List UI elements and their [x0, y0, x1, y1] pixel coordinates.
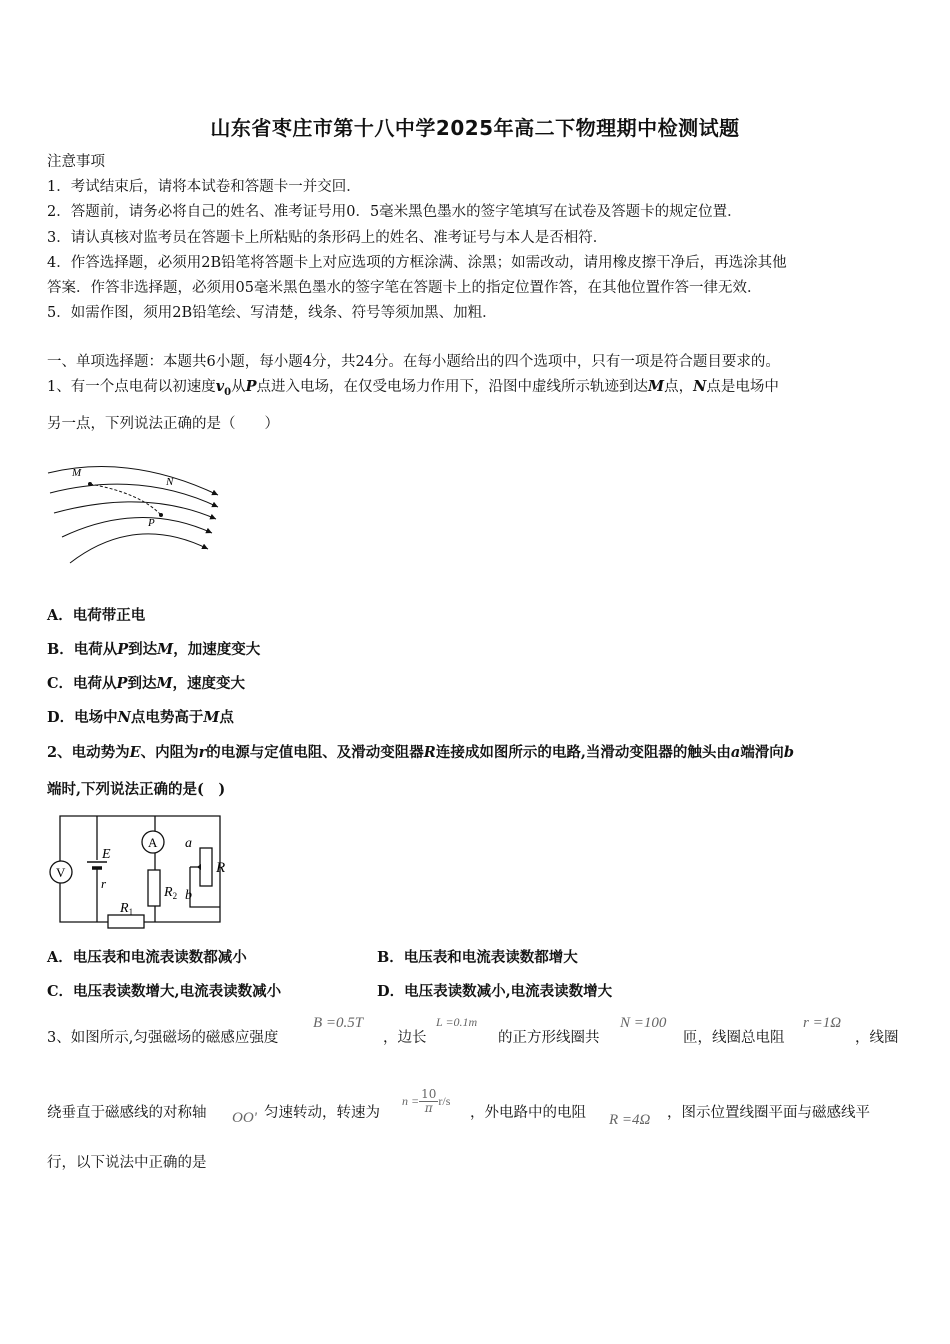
- q3-axis: OO': [232, 1110, 257, 1126]
- notice-item: 3．请认真核对监考员在答题卡上所粘贴的条形码上的姓名、准考证号与本人是否相符．: [47, 230, 608, 246]
- q3-stem-c: 的正方形线圈共: [498, 1030, 600, 1046]
- q1-option-b: B．电荷从P到达M，加速度变大: [47, 641, 261, 658]
- q3-r-expr: r =1Ω: [803, 1015, 842, 1031]
- q1-option-c: C．电荷从P到达M，速度变大: [47, 675, 246, 692]
- notice-item: 1．考试结束后，请将本试卷和答题卡一并交回．: [47, 179, 361, 195]
- voltmeter-label: V: [56, 865, 66, 880]
- q1-stem-line2: 另一点，下列说法正确的是（ ）: [47, 416, 279, 432]
- q3-n-expr: N =100: [620, 1015, 667, 1031]
- q2-circuit-figure: [40, 812, 240, 932]
- notice-item: 2．答题前，请务必将自己的姓名、准考证号用0．5毫米黑色墨水的签字笔填写在试卷及答题卡的规定位置．: [47, 204, 742, 220]
- q1-option-a: A．电荷带正电: [47, 607, 146, 624]
- q3-b-expr: B =0.5T: [313, 1015, 364, 1031]
- q3-stem-g: 匀速转动，转速为: [264, 1105, 380, 1121]
- q3-stem: 3、如图所示,匀强磁场的磁感应强度: [47, 1030, 279, 1046]
- notice-heading: 注意事项: [47, 154, 105, 170]
- q3-stem-h: ，外电路中的电阻: [470, 1105, 586, 1121]
- q1-stem: 1、有一个点电荷以初速度$v_0$从P点进入电场，在仅受电场力作用下，沿图中虚线所示轨迹到达M点，N点是电场中: [47, 378, 779, 398]
- notice-item: 4．作答选择题，必须用2B铅笔将答题卡上对应选项的方框涂满、涂黑；如需改动，请用橡皮擦干净后，再选涂其他: [47, 255, 787, 271]
- end-a-label: a: [185, 836, 192, 851]
- q2-option-c: C．电压表读数增大,电流表读数减小: [47, 983, 282, 1000]
- internal-r-label: r: [101, 876, 107, 891]
- r2-label: $R_2$: [164, 885, 178, 901]
- label-p: P: [148, 517, 155, 529]
- emf-label: E: [102, 847, 111, 862]
- q3-stem-b: ，边长: [383, 1030, 427, 1046]
- q2-option-d: D．电压表读数减小,电流表读数增大: [377, 983, 613, 1000]
- q2-stem: 2、电动势为E、内阻为r的电源与定值电阻、及滑动变阻器R连接成如图所示的电路,当滑动变阻器的触头由a端滑向b: [47, 744, 794, 761]
- q3-stem-e: ，线圈: [855, 1030, 899, 1046]
- q2-option-a: A．电压表和电流表读数都减小: [47, 949, 247, 966]
- label-m: M: [72, 467, 82, 479]
- q3-rext-expr: R =4Ω: [609, 1112, 651, 1128]
- q3-stem-line3: 行，以下说法中正确的是: [47, 1155, 207, 1171]
- q2-option-b: B．电压表和电流表读数都增大: [377, 949, 578, 966]
- page-title: 山东省枣庄市第十八中学2025年高二下物理期中检测试题: [210, 116, 740, 140]
- q3-stem-i: ，图示位置线圈平面与磁感线平: [667, 1105, 870, 1121]
- rheostat-label: R: [216, 860, 226, 876]
- label-n: N: [166, 476, 174, 488]
- q3-speed-expr: n = $\frac{10}{\pi}$ r/s: [402, 1087, 451, 1115]
- notice-item: 答案．作答非选择题，必须用05毫米黑色墨水的签字笔在答题卡上的指定位置作答，在其他位置作答一律无效．: [47, 280, 762, 296]
- q1-field-figure: [40, 455, 240, 575]
- q1-option-d: D．电场中N点电势高于M点: [47, 709, 234, 726]
- notice-item: 5．如需作图，须用2B铅笔绘、写清楚，线条、符号等须加黑、加粗．: [47, 305, 497, 321]
- q3-l-expr: L =0.1m: [436, 1015, 478, 1029]
- section-heading: 一、单项选择题：本题共6小题，每小题4分，共24分。在每小题给出的四个选项中，只有一项是符合题目要求的。: [47, 354, 780, 370]
- r1-label: $R_1$: [120, 901, 134, 917]
- q3-stem-f: 绕垂直于磁感线的对称轴: [47, 1105, 207, 1121]
- ammeter-label: A: [148, 835, 158, 850]
- q2-stem-line2: 端时,下列说法正确的是( ): [47, 781, 226, 798]
- q3-stem-d: 匝，线圈总电阻: [683, 1030, 785, 1046]
- end-b-label: b: [185, 888, 192, 903]
